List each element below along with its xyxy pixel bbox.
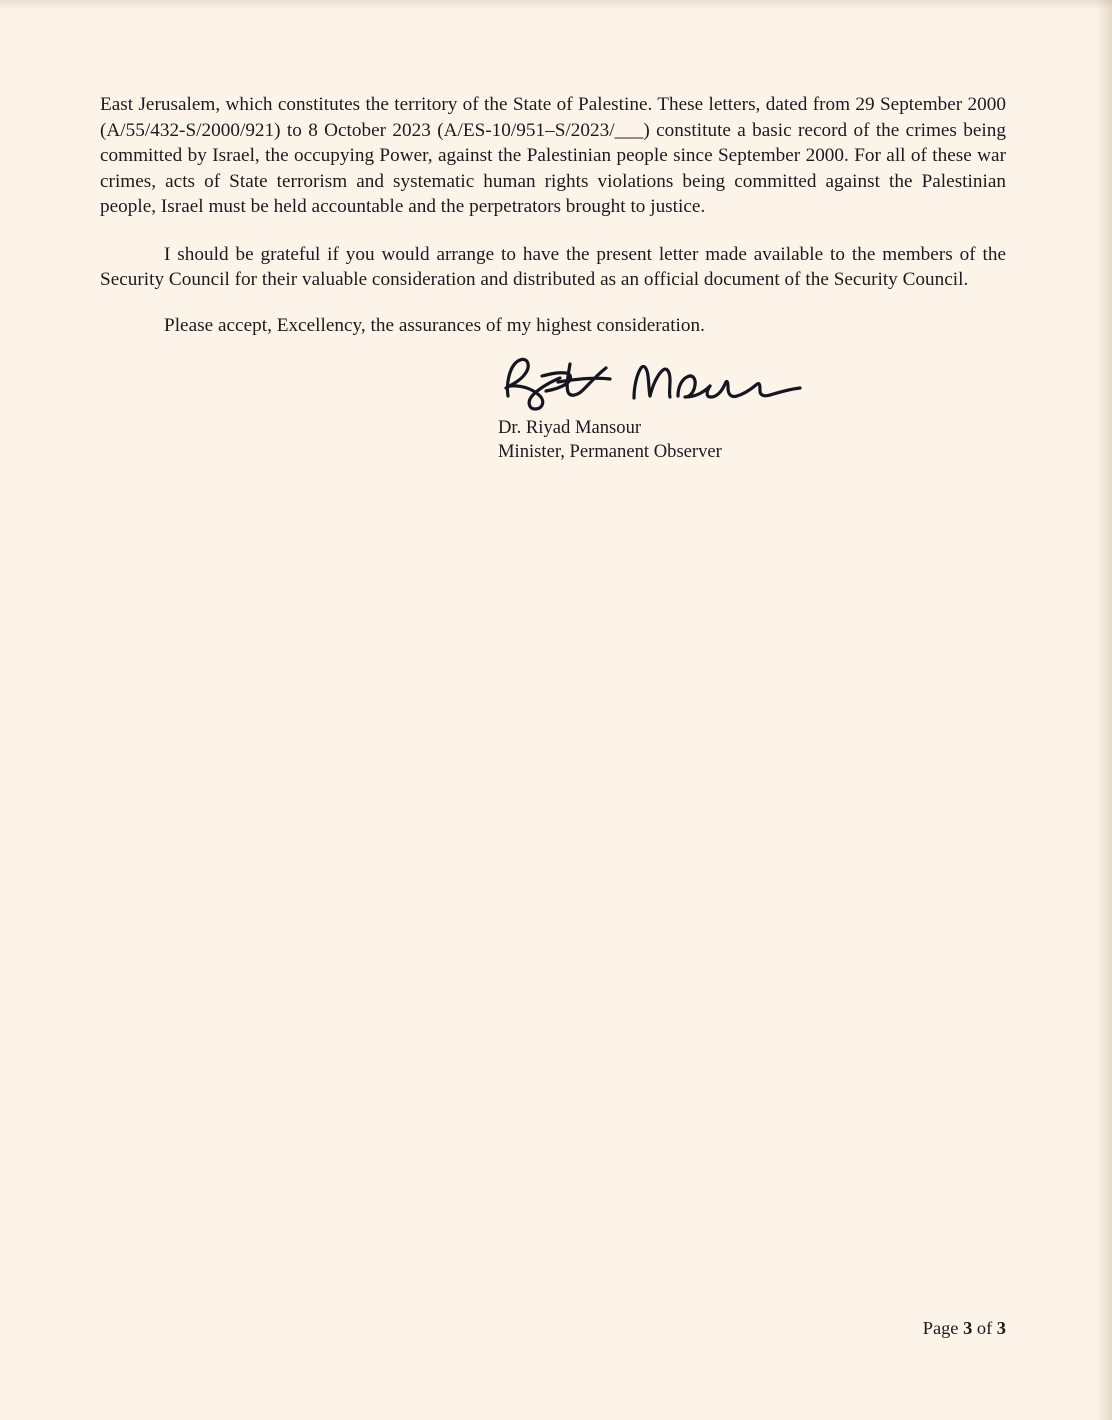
page-edge-shading-top: [0, 0, 1112, 10]
footer-prefix: Page: [922, 1318, 964, 1338]
paragraph-spacer: [100, 220, 1006, 242]
signatory-title: Minister, Permanent Observer: [498, 441, 722, 463]
footer-total-pages: 3: [996, 1318, 1006, 1338]
footer-current-page: 3: [963, 1318, 973, 1338]
signature-icon: [498, 352, 828, 414]
handwritten-signature: [498, 352, 828, 414]
signatory-name: Dr. Riyad Mansour: [498, 417, 642, 439]
page-edge-shading-right: [1096, 0, 1112, 1420]
paragraph-request: I should be grateful if you would arrange to have the present letter made available to the members of the Security Council for their valuable consideration and distributed as an official document of the Security Council.: [100, 243, 1006, 291]
paragraph-closing: Please accept, Excellency, the assurances of my highest consideration.: [164, 314, 705, 336]
paragraph-continuation: East Jerusalem, which constitutes the territory of the State of Palestine. These letters, dated from 29 September 2000 (A/55/432-S/2000/921) to 8 October 2023 (A/ES-10/951–S/2023/___) constitute a basic record of the crimes being committed by Israel, the occupying Power, against the Palestinian people since September 2000. For all of these war crimes, acts of State terrorism and systematic human rights violations being committed against the Palestinian people, Israel must be held accountable and the perpetrators brought to justice.: [100, 94, 1006, 218]
paragraph-spacer: [100, 293, 1006, 313]
footer-middle: of: [972, 1318, 997, 1338]
page-footer: [100, 1318, 1006, 1339]
document-body: [100, 92, 1006, 464]
